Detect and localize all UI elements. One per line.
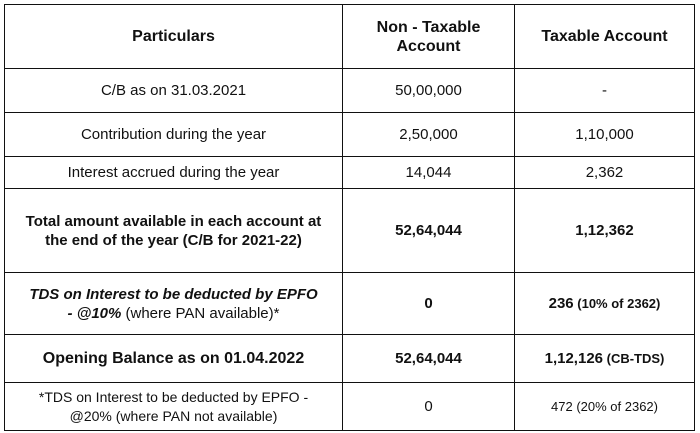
row-tds10-taxable-note: (10% of 2362) <box>573 296 661 311</box>
table-row <box>5 273 695 335</box>
row-interest-taxable: 2,362 <box>515 157 695 189</box>
table-row <box>5 383 695 431</box>
row-tds10-taxable-value: 236 <box>548 295 574 312</box>
header-taxable: Taxable Account <box>515 5 695 69</box>
header-row <box>5 5 695 69</box>
row-interest-particular: Interest accrued during the year <box>5 157 343 189</box>
row-contribution-taxable: 1,10,000 <box>515 113 695 157</box>
table-row <box>5 69 695 113</box>
row-cb-non-taxable: 50,00,000 <box>343 69 515 113</box>
row-tds10-particular <box>5 273 343 335</box>
table-row <box>5 157 695 189</box>
row-opening-non-taxable: 52,64,044 <box>343 335 515 383</box>
header-particulars: Particulars <box>5 5 343 69</box>
row-tds20-non-taxable: 0 <box>343 383 515 431</box>
row-cb-taxable: - <box>515 69 695 113</box>
table-row <box>5 189 695 273</box>
row-total-particular: Total amount available in each account at the end of the year (C/B for 2021-22) <box>5 189 343 273</box>
row-tds10-non-taxable: 0 <box>343 273 515 335</box>
row-tds20-taxable: 472 (20% of 2362) <box>515 383 695 431</box>
row-contribution-non-taxable: 2,50,000 <box>343 113 515 157</box>
table-row <box>5 335 695 383</box>
row-opening-taxable-value: 1,12,126 <box>544 350 603 367</box>
row-opening-taxable-note: (CB-TDS) <box>603 351 665 366</box>
row-tds10-taxable <box>515 273 695 335</box>
row-cb-particular: C/B as on 31.03.2021 <box>5 69 343 113</box>
row-opening-particular: Opening Balance as on 01.04.2022 <box>5 335 343 383</box>
row-opening-taxable <box>515 335 695 383</box>
epf-account-table-container <box>4 4 695 431</box>
table-row <box>5 113 695 157</box>
row-interest-non-taxable: 14,044 <box>343 157 515 189</box>
row-contribution-particular: Contribution during the year <box>5 113 343 157</box>
row-tds10-particular-note: (where PAN available)* <box>121 304 280 322</box>
row-total-taxable: 1,12,362 <box>515 189 695 273</box>
epf-account-table <box>4 4 695 431</box>
row-total-non-taxable: 52,64,044 <box>343 189 515 273</box>
row-tds10-particular-emph: TDS on Interest to be deducted by EPFO - @10% <box>29 285 322 322</box>
row-tds20-particular: *TDS on Interest to be deducted by EPFO - @20% (where PAN not available) <box>5 383 343 431</box>
header-non-taxable: Non - Taxable Account <box>343 5 515 69</box>
